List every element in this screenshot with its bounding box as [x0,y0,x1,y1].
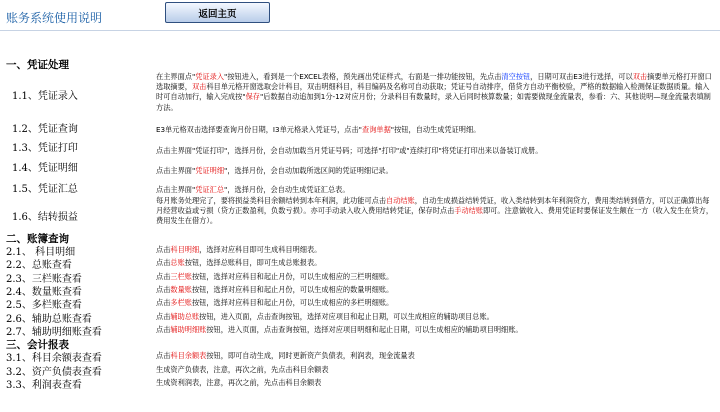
description-text: 点击 [156,325,171,334]
title-divider [0,30,720,31]
description-text: "按钮，自动生成凭证明细。 [390,125,481,134]
description-text: 按钮，即可自动生成，同时更新资产负债表，利润表，现金流量表 [206,351,415,360]
desc-general-ledger [156,258,714,268]
item-profit-transfer: 1.6、结转损益 [12,212,78,223]
desc-multi-column [156,298,714,308]
description-text: E3单元格双击选择要查询月份日期，I3单元格录入凭证号，点击" [156,125,362,134]
description-text: 点击 [156,351,171,360]
page-title: 账务系统使用说明 [6,11,103,25]
highlight-term: 凭证汇总 [195,185,225,194]
description-text: 按钮，进入页面，点击查询按钮，选择对应项目和起止日期，可以生成相应的辅助项目总账。 [199,312,494,321]
desc-voucher-entry [156,72,714,113]
item-voucher-detail: 1.4、凭证明细 [12,163,78,174]
highlight-term: 科目余额表 [170,351,207,360]
item-voucher-entry: 1.1、凭证录入 [12,91,78,102]
description-text: 点击主界面" [156,166,196,175]
item-three-column: 2.3、三栏账查看 [6,274,82,285]
desc-voucher-detail [156,166,714,176]
desc-voucher-summary [156,185,714,195]
home-button[interactable]: 返回主页 [165,2,270,23]
desc-income-statement [156,378,714,388]
section-voucher: 一、凭证处理 [6,59,69,71]
desc-aux-general [156,312,714,322]
highlight-term: 科目明细 [170,245,200,254]
desc-profit-transfer [156,196,714,227]
description-text: 点击 [156,312,171,321]
description-text: 点击 [156,272,171,281]
description-text: ，选择对应科目即可生成科目明细表。 [199,245,322,254]
desc-balance-sheet-acct [156,351,714,361]
description-text: 按钮，选择对应科目和起止月份，可以生成相应的三栏明细账。 [191,272,394,281]
highlight-term: 查询单据 [362,125,391,134]
item-quantity-ledger: 2.4、数量账查看 [6,287,82,298]
highlight-term: 三栏账 [170,272,192,281]
description-text: 按钮，选择总账科目，即可生成总账报表。 [184,258,322,267]
desc-quantity-ledger [156,285,714,295]
item-balance-sheet-acct: 3.1、科目余额表查看 [6,353,102,364]
highlight-term: 清空按钮 [501,72,531,81]
item-voucher-summary: 1.5、凭证汇总 [12,184,78,195]
description-text: 按钮，选择对应科目和起止月份，可以生成相应的多栏明细账。 [191,298,394,307]
highlight-term: 总账 [170,258,185,267]
description-text: 按钮，进入页面，点击查询按钮，选择对应项目明细和起止日期，可以生成相应的辅助项目明细账。 [206,325,523,334]
highlight-term: 辅助明细账 [170,325,207,334]
highlight-term: 双击 [191,82,207,92]
description-text: 每月账务处理完了，要将损益类科目余额结转到本年利润，此功能可点击 [156,196,387,205]
item-aux-general: 2.6、辅助总账查看 [6,314,92,325]
description-text: "，选择月份，会自动加载所选区间的凭证明细记录。 [224,166,393,175]
section-reports: 三、会计报表 [6,339,69,351]
description-text: 点击 [156,298,171,307]
item-general-ledger: 2.2、总账查看 [6,260,72,271]
description-text: 点击主界面" [156,185,196,194]
item-account-detail: 2.1、 科目明细 [6,247,76,258]
highlight-term: 辅助总账 [170,312,200,321]
highlight-term: 多栏账 [170,298,192,307]
description-text: 按钮，选择对应科目和起止月份，可以生成相应的数量明细账。 [191,285,394,294]
highlight-term: 手动结账 [454,206,484,216]
desc-voucher-query [156,125,714,135]
description-text: "按钮进入，看到是一个EXCEL表格，预先画出凭证样式，右面是一排功能按钮，先点击 [224,72,502,81]
desc-balance-sheet [156,365,714,375]
description-text: 生成资产负债表，注意，再次之前，先点击科目余额表 [156,365,329,374]
desc-aux-detail [156,325,714,335]
highlight-term: 双击 [632,72,648,81]
description-text: 点击 [156,285,171,294]
description-text: 点击 [156,258,171,267]
description-text: ，自动生成损益结转凭证，收入类结转到本年利润贷方，费用类结转到借方，可以正确算出每月经营收益或亏损（贷方正数盈利，负数亏损）。亦可手动录入收入费用结转凭证，保存时点击 [156,196,710,216]
top-bar [0,0,720,34]
item-multi-column: 2.5、多栏账查看 [6,300,82,311]
description-text: 在主界面点" [156,72,196,81]
description-text: "，选择月份，会自动生成凭证汇总表。 [224,185,350,194]
item-income-statement: 3.3、利润表查看 [6,380,82,391]
desc-three-column [156,272,714,282]
description-text: 生成资利润表，注意，再次之前，先点击科目余额表 [156,378,322,387]
item-voucher-print: 1.3、凭证打印 [12,143,78,154]
highlight-term: 保存 [245,92,260,102]
description-text: 点击 [156,245,171,254]
description-text: 科目单元格开窗选取会计科目，双击明细科目，科目编码及名称可自动获取；凭证号自动排序，借贷方自动平衡校验，严格的数据输入检测保证数据质量。输入时可自动加行，输入完成按" [156,82,710,102]
item-voucher-query: 1.2、凭证查询 [12,124,78,135]
highlight-term: 凭证录入 [195,72,225,81]
highlight-term: 自动结账 [386,196,415,205]
section-ledger: 二、账簿查询 [6,233,69,245]
description-text: "后数据自动追加到1分-12对应月份；分录科目有数量时，录入后同时核算数量；如需要做现金流量表，参看：六、其他说明—现金流量表填制方法。 [156,92,711,112]
description-text: ，日期可双击E3进行选择，可以 [530,72,633,81]
desc-voucher-print [156,146,714,156]
desc-account-detail [156,245,714,255]
description-text: 摘要单元格打开窗口选取摘要， [156,72,712,92]
item-balance-sheet: 3.2、资产负债表查看 [6,367,102,378]
description-text: 即可。注意做收入、费用凭证时要保证发生额在一方（收入发生在贷方，费用发生在借方）。 [156,206,714,226]
highlight-term: 数量账 [170,285,192,294]
highlight-term: 凭证明细 [195,166,225,175]
item-aux-detail: 2.7、辅助明细账查看 [6,327,102,338]
description-text: 点击主界面"凭证打印"，选择月份，会自动加载当月凭证号码；可选择"打印"或"连续打印"将凭证打印出来以备装订成册。 [156,146,543,155]
